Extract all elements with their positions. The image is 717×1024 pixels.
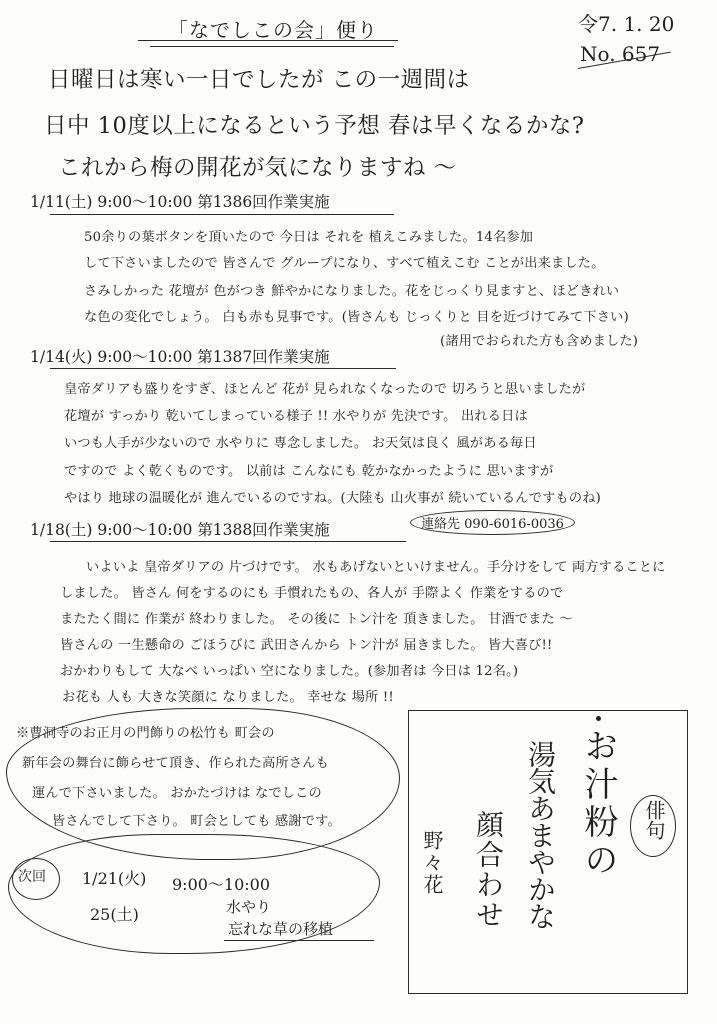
section-line: やはり 地球の温暖化が 進んでいるのですね。(大陸も 山火事が 続いているんですものね) — [64, 491, 601, 506]
issue-date: 令7. 1. 20 — [578, 12, 675, 36]
section-line: またたく間に 作業が 終わりました。 その後に トン汁を 頂きました。 甘酒でまた 〜 — [60, 612, 573, 627]
haiku-line: 湯気あまやかな — [524, 740, 557, 929]
haiku-label: 俳句 — [642, 800, 666, 840]
section-line: さみしかった 花壇が 色がつき 鮮やかになりました。花をじっくり見ますと、ほどきれい — [84, 284, 620, 299]
section-line: お花も 人も 大きな笑顔に なりました。 幸せな 場所 !! — [62, 690, 394, 705]
intro-line: これから梅の開花が気になりますね 〜 — [58, 155, 457, 181]
section-line: (諸用でおられた方も含めました) — [440, 334, 639, 349]
section-line: しました。 皆さん 何をするのにも 手慣れたもの、各人が 手際よく 作業をするので — [60, 586, 564, 601]
note-line: 皆さんでして下さり。 町会としても 感謝です。 — [52, 814, 341, 829]
section-heading-underline — [50, 368, 396, 369]
next-task: 忘れな草の移植 — [228, 920, 334, 938]
section-line: して下さいましたので 皆さんで グループになり、すべて植えこむ ことが出来ました。 — [84, 256, 605, 271]
section-line: 皆さんの 一生懸命の ごほうびに 武田さんから トン汁が 届きました。 皆大喜び!! — [60, 638, 553, 653]
title-underline-second — [150, 46, 394, 47]
intro-line: 日中 10度以上になるという予想 春は早くなるかな? — [44, 113, 585, 139]
note-line: ※曹洞寺のお正月の門飾りの松竹も 町会の — [16, 726, 275, 741]
section-line: な色の変化でしょう。 白も赤も見事です。(皆さんも じっくりと 目を近づけてみて下さい) — [84, 310, 629, 325]
newsletter-title: 「なでしこの会」便り — [168, 18, 378, 42]
intro-line: 日曜日は寒い一日でしたが この一週間は — [48, 67, 470, 93]
contact-phone: 連絡先 090-6016-0036 — [410, 510, 575, 535]
next-task-underline — [224, 940, 374, 941]
section-heading: 1/11(土) 9:00〜10:00 第1386回作業実施 — [30, 193, 330, 211]
issue-number: No. 657 — [580, 42, 661, 66]
next-date: 25(土) — [90, 905, 139, 924]
haiku-dot — [596, 716, 601, 721]
note-line: 運んで下さいました。 おかたづけは なでしこの — [32, 786, 322, 801]
title-underline — [138, 40, 398, 41]
section-line: いつも人手が少ないので 水やりに 専念しました。 お天気は良く 風がある毎日 — [64, 436, 537, 451]
next-time: 9:00〜10:00 — [172, 875, 271, 894]
note-line: 新年会の舞台に飾らせて頂き、作られた高所さんも — [22, 756, 329, 771]
section-line: いよいよ 皇帝ダリアの 片づけです。 水もあげないといけません。手分けをして 両方することに — [86, 560, 666, 575]
section-heading-underline — [50, 541, 406, 542]
section-line: 皇帝ダリアも盛りをすぎ、ほとんど 花が 見られなくなったので 切ろうと思いましたが — [64, 382, 586, 397]
section-heading: 1/18(土) 9:00〜10:00 第1388回作業実施 — [30, 521, 330, 539]
section-line: おかわりもして 大なべ いっぱい 空になりました。(参加者は 今日は 12名。) — [60, 664, 519, 679]
section-heading-underline — [50, 214, 394, 215]
haiku-line: お汁粉の — [578, 728, 618, 880]
section-line: 50余りの葉ボタンを頂いたので 今日は それを 植えこみました。14名参加 — [84, 230, 534, 245]
section-heading: 1/14(火) 9:00〜10:00 第1387回作業実施 — [30, 348, 330, 366]
next-label: 次回 — [18, 869, 46, 885]
section-line: 花壇が すっかり 乾いてしまっている様子 !! 水やりが 先決です。 出れる日は — [64, 409, 528, 424]
next-date: 1/21(火) — [82, 869, 147, 888]
next-task: 水やり — [226, 898, 272, 916]
section-line: ですので よく乾くものです。 以前は こんなにも 乾かなかったように 思いますが — [64, 464, 554, 479]
haiku-author: 野々花 — [420, 830, 444, 896]
haiku-line: 顔合わせ — [472, 810, 505, 930]
